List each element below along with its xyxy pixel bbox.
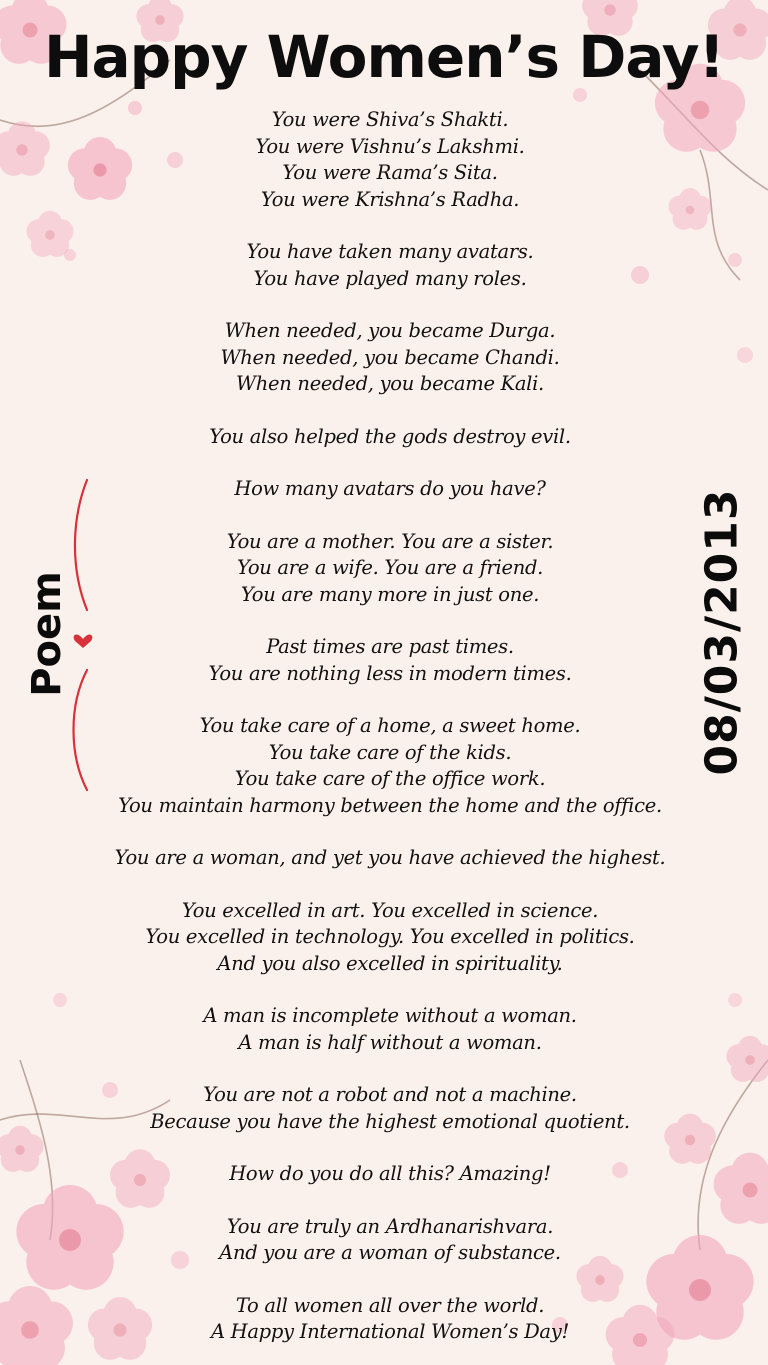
poem-side-label: Poem (24, 571, 70, 697)
poem-line: Past times are past times. (266, 635, 514, 658)
poem-line: You have taken many avatars. (246, 240, 534, 263)
poem-stanza (60, 529, 720, 609)
poem-line: When needed, you became Durga. (224, 319, 556, 342)
poem-line: To all women all over the world. (235, 1293, 545, 1317)
poem-line: You maintain harmony between the home and the office. (118, 793, 662, 817)
petal (728, 253, 742, 267)
poem-line: You excelled in art. You excelled in science. (181, 898, 599, 922)
blossom-flower (726, 1036, 768, 1082)
poem-stanza (60, 713, 720, 819)
poem-stanza (60, 424, 720, 451)
page-title: Happy Women’s Day! (43, 23, 725, 91)
poem-line: You excelled in technology. You excelled in politics. (145, 925, 635, 948)
poem-line: You are not a robot and not a machine. (203, 1083, 577, 1106)
poem-line: You are many more in just one. (240, 582, 540, 606)
poem-line: You have played many roles. (253, 266, 527, 290)
poem-line: Because you have the highest emotional quotient. (150, 1109, 630, 1133)
poem-stanza (60, 845, 720, 872)
poem-stanza (60, 634, 720, 687)
petal (737, 347, 753, 363)
petal (728, 993, 742, 1007)
blossom-flower (0, 1126, 44, 1172)
poem-stanza (60, 1161, 720, 1188)
poem-line: How do you do all this? Amazing! (229, 1162, 551, 1185)
poem-line: When needed, you became Kali. (236, 372, 544, 395)
blossom-flower (714, 1153, 768, 1224)
poem-line: You were Vishnu’s Lakshmi. (255, 134, 525, 158)
poem-line: And you are a woman of substance. (219, 1241, 561, 1264)
poem-line: You take care of a home, a sweet home. (199, 714, 581, 737)
poem-line: A man is half without a woman. (238, 1030, 542, 1054)
poem-line: You also helped the gods destroy evil. (209, 424, 571, 448)
poem-line: A Happy International Women’s Day! (210, 1320, 570, 1343)
poem-line: And you also excelled in spirituality. (217, 951, 563, 975)
poem-stanza (60, 898, 720, 978)
poem-line: A man is incomplete without a woman. (203, 1004, 577, 1027)
poem-line: You are nothing less in modern times. (208, 661, 572, 685)
poem-line: You are a wife. You are a friend. (236, 556, 544, 579)
poem-text (60, 107, 720, 1365)
poem-line: When needed, you became Chandi. (220, 345, 560, 369)
poem-line: How many avatars do you have? (234, 477, 546, 500)
poem-line: You take care of the office work. (234, 767, 546, 790)
poem-line: You take care of the kids. (268, 740, 512, 764)
poem-stanza (60, 476, 720, 503)
poem-line: You are a mother. You are a sister. (226, 529, 554, 553)
poem-stanza (60, 1082, 720, 1135)
poem-line: You were Shiva’s Shakti. (271, 108, 509, 131)
poem-stanza (60, 107, 720, 213)
poem-stanza (60, 1003, 720, 1056)
poem-line: You are a woman, and yet you have achieved the highest. (114, 846, 666, 869)
poem-line: You were Krishna’s Radha. (260, 187, 520, 211)
poem-stanza (60, 1293, 720, 1346)
date-label: 08/03/2013 (696, 488, 748, 776)
blossom-flower (0, 121, 50, 175)
poem-stanza (60, 239, 720, 292)
poem-stanza (60, 318, 720, 398)
poem-line: You are truly an Ardhanarishvara. (226, 1214, 554, 1238)
poem-stanza (60, 1214, 720, 1267)
poem-line: You were Rama’s Sita. (282, 161, 498, 184)
